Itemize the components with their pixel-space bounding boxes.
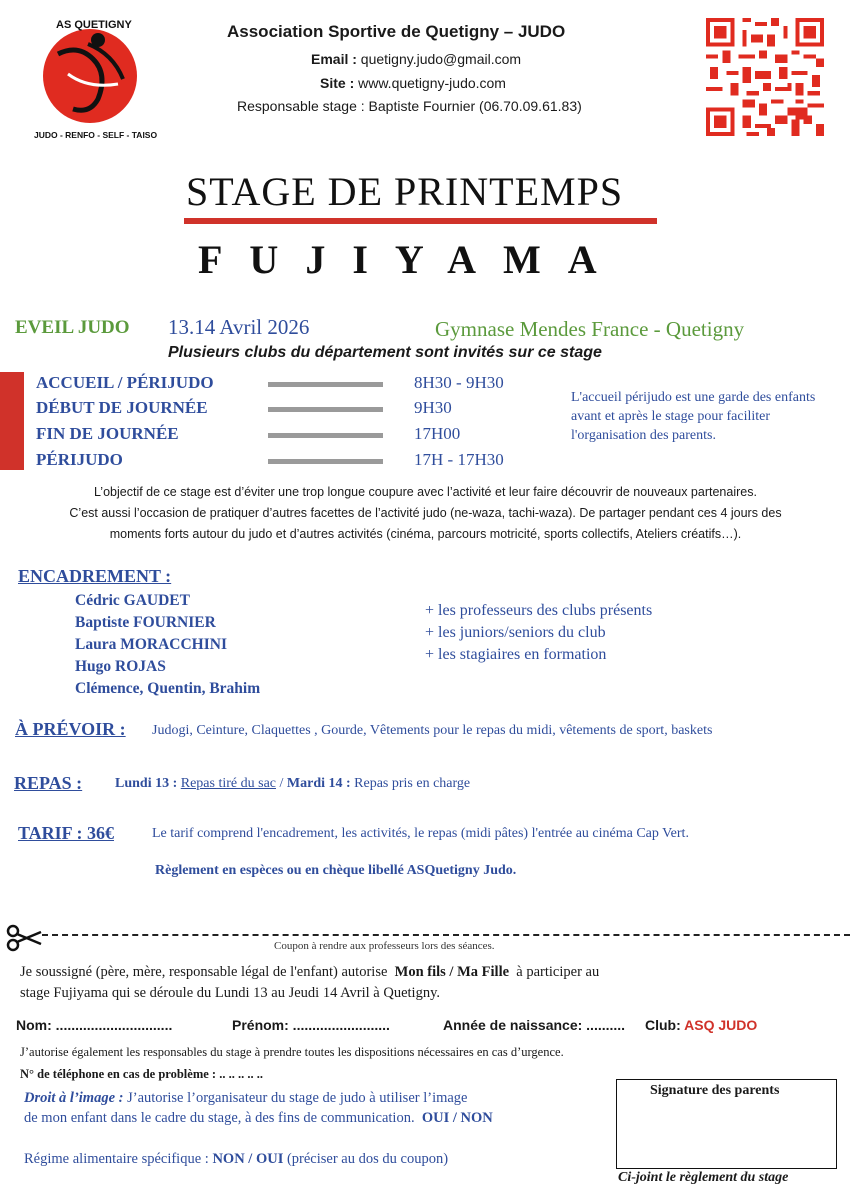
droit-image-line-1	[24, 1090, 468, 1107]
schedule-line	[268, 407, 383, 412]
reglement-joint: Ci-joint le règlement du stage	[618, 1170, 789, 1185]
responsable-line: Responsable stage : Baptiste Fournier (06.70.09.61.83)	[237, 98, 582, 114]
site-line	[320, 75, 506, 91]
objectif-line: moments forts autour du judo et d’autres activités (cinéma, parcours motricité, sports collectifs, Ateliers créatifs…).	[109, 527, 742, 541]
repas-mardi-value: Repas pris en charge	[354, 776, 471, 791]
encadrant-name: Clémence, Quentin, Brahim	[75, 680, 261, 697]
droit-label: Droit à l’image :	[24, 1090, 124, 1106]
repas-mardi-label: Mardi 14 :	[286, 776, 351, 791]
club-value: ASQ JUDO	[684, 1017, 758, 1033]
clubs-invited: Plusieurs clubs du département sont invités sur ce stage	[168, 344, 602, 361]
event-date: 13.14 Avril 2026	[168, 315, 310, 339]
title-underline	[184, 218, 657, 224]
schedule-label: PÉRIJUDO	[36, 450, 123, 469]
coupon-line-1	[20, 964, 599, 981]
svg-text:JUDO - RENFO - SELF - TAISO: JUDO - RENFO - SELF - TAISO	[34, 130, 158, 140]
reglement-text: Règlement en espèces ou en chèque libellé ASQuetigny Judo.	[155, 863, 517, 878]
regime-line	[24, 1151, 448, 1168]
schedule-time: 17H00	[414, 424, 461, 443]
email-line	[311, 51, 521, 67]
cut-line	[42, 934, 850, 936]
droit-choice[interactable]: OUI / NON	[421, 1110, 493, 1126]
prevoir-title: À PRÉVOIR :	[15, 719, 126, 739]
schedule-time: 9H30	[414, 398, 452, 417]
repas-title: REPAS :	[14, 773, 83, 793]
droit-image-line-2	[24, 1110, 493, 1127]
svg-text:AS QUETIGNY: AS QUETIGNY	[56, 19, 132, 31]
droit-text: de mon enfant dans le cadre du stage, à des fins de communication.	[24, 1110, 415, 1126]
droit-text: J’autorise l’organisateur du stage de judo à utiliser l’image	[127, 1090, 468, 1106]
telephone-field[interactable]: N° de téléphone en cas de problème : .. .. .. .. ..	[20, 1067, 263, 1081]
event-place: Gymnase Mendes France - Quetigny	[435, 317, 745, 341]
prevoir-text: Judogi, Ceinture, Claquettes , Gourde, Vêtements pour le repas du midi, vêtements de sport, baskets	[152, 723, 713, 738]
objectif-line: L’objectif de ce stage est d’éviter une trop longue coupure avec l’activité et leur faire découvrir de nouveaux partenaires.	[94, 485, 757, 499]
schedule-label: FIN DE JOURNÉE	[36, 424, 179, 443]
schedule-time: 17H - 17H30	[414, 450, 504, 469]
schedule-label: ACCUEIL / PÉRIJUDO	[36, 373, 214, 392]
encadrant-name: Laura MORACCHINI	[75, 636, 227, 653]
coupon-text: Je soussigné (père, mère, responsable légal de l'enfant) autorise	[20, 964, 388, 980]
schedule-line	[268, 433, 383, 438]
tarif-price: 36€	[87, 823, 114, 843]
regime-note: (préciser au dos du coupon)	[286, 1151, 449, 1167]
encadrement-title: ENCADREMENT :	[18, 566, 172, 586]
encadrement-other: + les stagiaires en formation	[425, 646, 607, 663]
club-logo	[28, 14, 158, 144]
stage-name: FUJIYAMA	[198, 237, 624, 282]
scissors-icon	[6, 922, 42, 954]
tarif-line	[18, 823, 114, 844]
stage-title: STAGE DE PRINTEMPS	[186, 169, 624, 214]
encadrement-other: + les juniors/seniors du club	[425, 624, 606, 641]
email-label: Email :	[311, 51, 357, 67]
repas-lundi-value: Repas tiré du sac	[180, 776, 276, 791]
prenom-field[interactable]: Prénom: .........................	[232, 1017, 390, 1033]
coupon-text: à participer au	[516, 964, 600, 980]
objectif-line: C’est aussi l’occasion de pratiquer d’autres facettes de l’activité judo (ne-waza, tachi-waza). De partager pendant ces 4 jours des	[69, 506, 782, 520]
coupon-caption: Coupon à rendre aux professeurs lors des séances.	[274, 940, 495, 952]
regime-choice[interactable]: NON / OUI	[212, 1151, 284, 1167]
regime-label: Régime alimentaire spécifique :	[24, 1151, 209, 1167]
encadrement-other: + les professeurs des clubs présents	[425, 602, 653, 619]
encadrant-name: Baptiste FOURNIER	[75, 614, 216, 631]
association-name: Association Sportive de Quetigny – JUDO	[227, 22, 566, 41]
event-type: EVEIL JUDO	[15, 317, 130, 338]
objectif-paragraph	[0, 482, 851, 545]
schedule-line	[268, 459, 383, 464]
child-choice[interactable]: Mon fils / Ma Fille	[394, 964, 510, 980]
encadrant-name: Cédric GAUDET	[75, 592, 190, 609]
club-label: Club:	[645, 1017, 681, 1033]
signature-title: Signature des parents	[650, 1083, 780, 1098]
urgence-text: J’autorise également les responsables du stage à prendre toutes les dispositions nécessaires en cas d’urgence.	[20, 1045, 564, 1059]
tarif-title: TARIF :	[18, 823, 83, 843]
schedule-label: DÉBUT DE JOURNÉE	[36, 398, 208, 417]
site-label: Site :	[320, 75, 355, 91]
encadrant-name: Hugo ROJAS	[75, 658, 166, 675]
schedule-accent-bar	[0, 372, 24, 470]
club-field	[645, 1017, 757, 1033]
site-value[interactable]: www.quetigny-judo.com	[358, 75, 506, 91]
schedule-line	[268, 382, 383, 387]
repas-separator: /	[279, 776, 284, 791]
coupon-line-2: stage Fujiyama qui se déroule du Lundi 13 au Jeudi 14 Avril à Quetigny.	[20, 985, 441, 1001]
repas-lundi-label: Lundi 13 :	[115, 776, 178, 791]
schedule-time: 8H30 - 9H30	[414, 373, 504, 392]
email-value[interactable]: quetigny.judo@gmail.com	[360, 51, 522, 67]
perijudo-note: L'accueil périjudo est une garde des enfants avant et après le stage pour faciliter l'organisation des parents.	[571, 390, 816, 443]
repas-line	[115, 776, 470, 792]
nom-field[interactable]: Nom: ..............................	[16, 1017, 173, 1033]
tarif-text: Le tarif comprend l'encadrement, les activités, le repas (midi pâtes) l'entrée au cinéma Cap Vert.	[152, 826, 689, 841]
annee-field[interactable]: Année de naissance: ..........	[443, 1017, 626, 1033]
qr-code[interactable]	[706, 18, 824, 136]
